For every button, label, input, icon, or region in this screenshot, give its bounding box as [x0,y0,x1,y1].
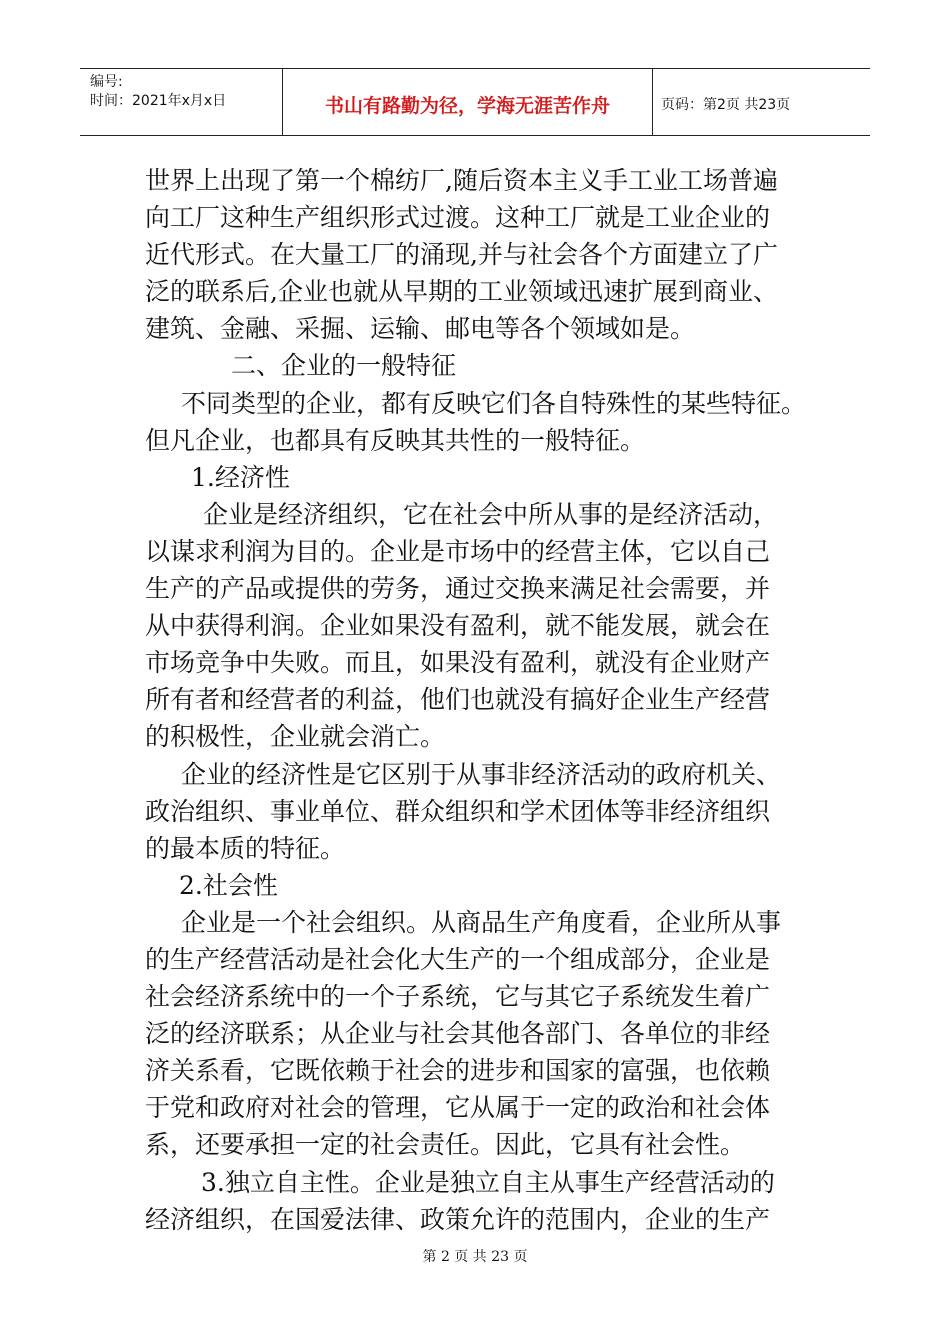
body-line: 所有者和经营者的利益，他们也就没有搞好企业生产经营 [145,685,771,715]
body-line: 3.独立自主性。企业是独立自主从事生产经营活动的 [201,1167,775,1197]
body-line: 建筑、金融、采掘、运输、邮电等各个领域如是。 [145,314,696,344]
body-line: 泛的经济联系；从企业与社会其他各部门、各单位的非经 [145,1019,771,1049]
body-line: 的生产经营活动是社会化大生产的一个组成部分，企业是 [145,944,771,974]
body-line: 的积极性，企业就会消亡。 [145,722,446,752]
section-heading: 二、企业的一般特征 [231,351,457,381]
body-line: 泛的联系后,企业也就从早期的工业领域迅速扩展到商业、 [145,277,778,307]
header-meta [80,69,283,135]
body-line: 政治组织、事业单位、群众组织和学术团体等非经济组织 [145,796,771,826]
header-table [80,68,870,136]
body-line: 市场竞争中失败。而且，如果没有盈利，就没有企业财产 [145,648,771,678]
body-line: 企业是一个社会组织。从商品生产角度看，企业所从事 [181,907,782,937]
body-line: 世界上出现了第一个棉纺厂,随后资本主义手工业工场普遍 [145,166,778,195]
body-line: 系，还要承担一定的社会责任。因此，它具有社会性。 [145,1130,746,1160]
body-line: 企业的经济性是它区别于从事非经济活动的政府机关、 [181,759,782,789]
body-line: 社会经济系统中的一个子系统，它与其它子系统发生着广 [145,982,771,1012]
subsection-heading: 2.社会性 [179,870,278,900]
body-line: 生产的产品或提供的劳务，通过交换来满足社会需要，并 [145,574,771,604]
document-body [145,162,815,1238]
page-footer: 第 2 页 共 23 页 [422,1249,528,1265]
header-page-info: 页码：第2页 共23页 [661,97,791,113]
header-slogan: 书山有路勤为径，学海无涯苦作舟 [283,69,653,135]
body-line: 向工厂这种生产组织形式过渡。这种工厂就是工业企业的 [145,203,771,233]
body-line: 于党和政府对社会的管理，它从属于一定的政治和社会体 [145,1093,771,1123]
body-line: 以谋求利润为目的。企业是市场中的经营主体，它以自己 [145,536,771,566]
body-line: 企业是经济组织，它在社会中所从事的是经济活动， [203,499,779,529]
body-line: 济关系看，它既依赖于社会的进步和国家的富强，也依赖 [145,1056,771,1086]
body-line: 经济组织，在国爱法律、政策允许的范围内，企业的生产 [145,1204,771,1234]
body-line: 从中获得利润。企业如果没有盈利，就不能发展，就会在 [145,611,771,641]
subsection-heading: 1.经济性 [191,462,290,492]
document-number-label: 编号: [90,74,123,90]
body-line: 但凡企业，也都具有反映其共性的一般特征。 [145,425,646,455]
body-line: 近代形式。在大量工厂的涌现,并与社会各个方面建立了广 [145,240,778,270]
document-time-label: 时间：2021年x月x日 [90,93,227,109]
body-line: 的最本质的特征。 [145,833,346,863]
body-line: 不同类型的企业，都有反映它们各自特殊性的某些特征。 [181,388,807,418]
